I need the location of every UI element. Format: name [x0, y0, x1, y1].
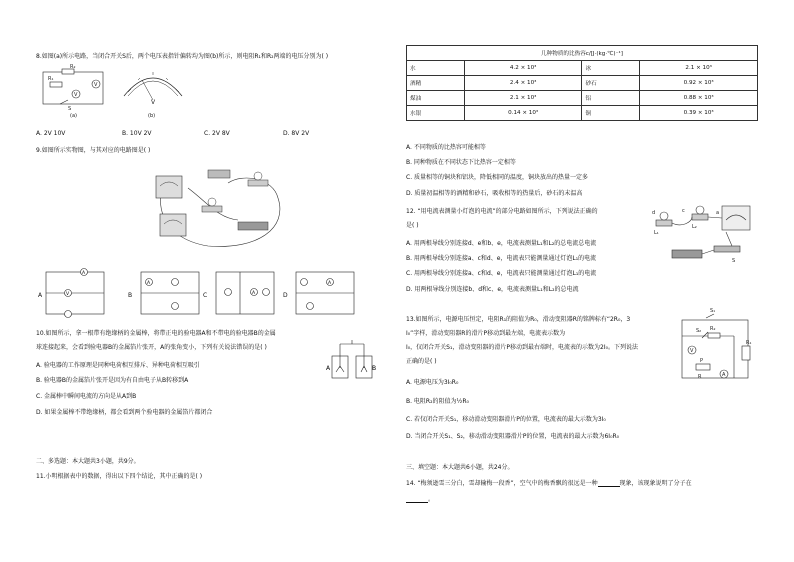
q9-label-d[interactable]: D	[283, 292, 288, 299]
q12-apparatus-figure	[652, 202, 758, 272]
svg-text:S₁: S₁	[710, 308, 716, 314]
svg-text:L₂: L₂	[692, 224, 697, 230]
table-cell: 煤油	[407, 91, 465, 106]
table-cell: 冰	[582, 61, 640, 76]
svg-text:A: A	[147, 281, 151, 286]
table-cell: 水银	[407, 106, 465, 121]
q10-option-c[interactable]: C. 金属棒中瞬间电流的方向是从A到B	[36, 393, 137, 400]
q8-circuit-figure	[40, 66, 110, 111]
q9-label-a[interactable]: A	[38, 292, 43, 299]
q11-option-d[interactable]: D. 质量初温相等的酒精和砂石，吸收相等的热量后，砂石的末温高	[406, 190, 583, 197]
table-cell: 砂石	[582, 76, 640, 91]
svg-text:B: B	[372, 365, 377, 372]
q13-option-c[interactable]: C. 若仅闭合开关S₁，移动滑动变阻器滑片P的位置，电流表的最大示数为3I₀	[406, 416, 606, 423]
svg-text:R₂: R₂	[710, 326, 716, 332]
q12-option-b[interactable]: B. 用两根导线分别连接a、c和d、e，电流表只能测量通过灯泡L₁的电流	[406, 255, 597, 262]
q9-circuit-b	[135, 268, 208, 318]
table-cell: 0.92 × 10³	[640, 76, 758, 91]
svg-text:V: V	[66, 292, 70, 297]
q9-circuit-c	[210, 268, 280, 318]
q8-fig-a-label: (a)	[70, 113, 77, 119]
svg-text:A: A	[722, 372, 726, 378]
specific-heat-table	[406, 45, 758, 121]
table-title: 几种物质的比热容c/[J·(kg·℃)⁻¹]	[407, 46, 758, 61]
q13-circuit-figure	[676, 308, 756, 382]
table-cell: 0.14 × 10³	[464, 106, 582, 121]
svg-text:R₁: R₁	[746, 340, 752, 346]
q10-option-b[interactable]: B. 验电器B的金属箔片张开是因为有自由电子从B转移到A	[36, 377, 189, 384]
q11-option-b[interactable]: B. 同种物质在不同状态下比热容一定相等	[406, 159, 516, 166]
q9-circuit-a	[38, 268, 108, 318]
q13-stem-line1: 13.如图所示，电源电压恒定，电阻R₁的阻值为R₀，滑动变阻器R的铭牌标有“2R₀，3	[406, 316, 631, 323]
q13-stem-line3: I₀，仅闭合开关S₁，滑动变阻器的滑片P移动到最右端时，电流表的示数为2I₀。下列说法	[406, 344, 639, 351]
q9-label-b[interactable]: B	[128, 292, 133, 299]
q13-option-d[interactable]: D. 当闭合开关S₁、S₂，移动滑动变阻器滑片P的位置，电流表的最大示数为6I₀R₀	[406, 433, 620, 440]
q13-stem-line4: 正确的是( )	[406, 358, 437, 365]
svg-text:V: V	[690, 348, 694, 354]
table-row	[407, 91, 758, 106]
q12-option-c[interactable]: C. 用两根导线分别连接a、c和d、e，电流表只能测量通过灯泡L₁的电流	[406, 270, 597, 277]
q8-fig-b-label: (b)	[148, 113, 156, 119]
table-row	[407, 106, 758, 121]
svg-text:d: d	[652, 210, 656, 216]
svg-text:V: V	[151, 99, 156, 106]
q8-stem: 8.如图(a)所示电路，当闭合开关S后，两个电压表指针偏转均为图(b)所示，则电阻R₁和R₂两端的电压分别为( )	[36, 53, 329, 60]
q11-option-c[interactable]: C. 质量相等的铜块和铝块，降低相同的温度，铜块放出的热量一定多	[406, 174, 589, 181]
table-cell: 4.2 × 10³	[464, 61, 582, 76]
section-3-heading: 三、填空题：本大题共6小题，共24分。	[406, 464, 514, 471]
svg-text:P: P	[700, 358, 704, 364]
q8-option-a[interactable]: A. 2V 10V	[36, 130, 66, 137]
svg-text:V: V	[74, 92, 78, 98]
svg-text:V: V	[94, 82, 98, 88]
svg-text:A: A	[252, 291, 256, 296]
q13-option-b[interactable]: B. 电阻R₂的阻值为½R₀	[406, 398, 469, 405]
table-cell: 2.1 × 10³	[464, 91, 582, 106]
table-cell: 铜	[582, 106, 640, 121]
q10-stem-line2: 球连接起来，会看到验电器B的金属箔片张开，A的张角变小，下列有关说法错误的是( )	[36, 344, 267, 351]
svg-text:A: A	[82, 271, 86, 276]
q8-option-d[interactable]: D. 8V 2V	[283, 130, 310, 137]
q14-end: 。	[428, 496, 435, 503]
svg-text:a: a	[716, 210, 720, 216]
q9-label-c[interactable]: C	[203, 292, 208, 299]
q10-option-d[interactable]: D. 如果金属棒不带绝缘柄，都会看到两个验电器的金属箔片都闭合	[36, 409, 213, 416]
svg-text:A: A	[328, 281, 332, 286]
q8-meter-figure	[118, 66, 188, 111]
table-row	[407, 61, 758, 76]
q14-stem	[406, 480, 692, 487]
svg-text:S: S	[68, 106, 72, 112]
q11-option-a[interactable]: A. 不同物质的比热容可能相等	[406, 144, 486, 151]
svg-text:S₂: S₂	[696, 328, 702, 334]
svg-text:S: S	[732, 258, 736, 264]
table-cell: 水	[407, 61, 465, 76]
q14-blank-1[interactable]	[598, 480, 620, 487]
q14-stem-cont	[406, 496, 434, 503]
q12-option-d[interactable]: D. 用两根导线分别连接b、d和c、e，电流表测量L₁和L₂的总电流	[406, 286, 579, 293]
q14-text-b: 现象，该现象说明了分子在	[619, 480, 692, 487]
q11-stem: 11.小明根据表中的数据，得出以下四个结论，其中正确的是( )	[36, 473, 203, 480]
q12-stem-line1: 12. “用电流表测量小灯泡的电流”的部分电路如图所示，下列说法正确的	[406, 208, 598, 215]
svg-text:A: A	[326, 365, 331, 372]
table-cell: 铝	[582, 91, 640, 106]
q8-option-b[interactable]: B. 10V 2V	[122, 130, 152, 137]
table-row	[407, 76, 758, 91]
q9-stem: 9.如图所示实物图，与其对应的电路图是( )	[36, 147, 151, 154]
section-2-heading: 二、多选题：本大题共3小题，共9分。	[36, 458, 140, 465]
q13-stem-line2: I₀”字样，滑动变阻器R的滑片P移动到最左端，电流表示数为	[406, 330, 566, 337]
svg-text:R₁: R₁	[48, 76, 54, 82]
table-cell: 2.4 × 10³	[464, 76, 582, 91]
q10-option-a[interactable]: A. 验电器的工作原理是同种电荷相互排斥、异种电荷相互吸引	[36, 362, 200, 369]
table-cell: 0.39 × 10³	[640, 106, 758, 121]
q12-stem-line2: 是( )	[406, 222, 419, 229]
table-cell: 2.1 × 10³	[640, 61, 758, 76]
svg-text:L₁: L₁	[654, 230, 659, 236]
svg-text:R: R	[698, 374, 702, 380]
q10-stem-line1: 10.如图所示，拿一根带有绝缘柄的金属棒，将带正电的验电器A和不带电的验电器B的金属	[36, 330, 276, 337]
svg-text:R₂: R₂	[70, 64, 76, 70]
q10-electroscope-figure	[326, 340, 376, 382]
q9-apparatus-figure	[148, 158, 288, 248]
table-cell: 0.88 × 10³	[640, 91, 758, 106]
q14-text-a: 14. “梅须逊雪三分白，雪却输梅一段香”，空气中的梅香飘的很远是一种	[406, 480, 598, 487]
q12-option-a[interactable]: A. 用两根导线分别连接d、e和b、e，电流表测量L₁和L₂的总电流总电流	[406, 240, 597, 247]
q13-option-a[interactable]: A. 电源电压为3I₀R₀	[406, 379, 459, 386]
svg-text:c: c	[682, 208, 685, 214]
table-cell: 酒精	[407, 76, 465, 91]
q9-circuit-d	[290, 268, 360, 318]
q14-blank-2[interactable]	[406, 496, 428, 503]
q8-option-c[interactable]: C. 2V 8V	[204, 130, 230, 137]
